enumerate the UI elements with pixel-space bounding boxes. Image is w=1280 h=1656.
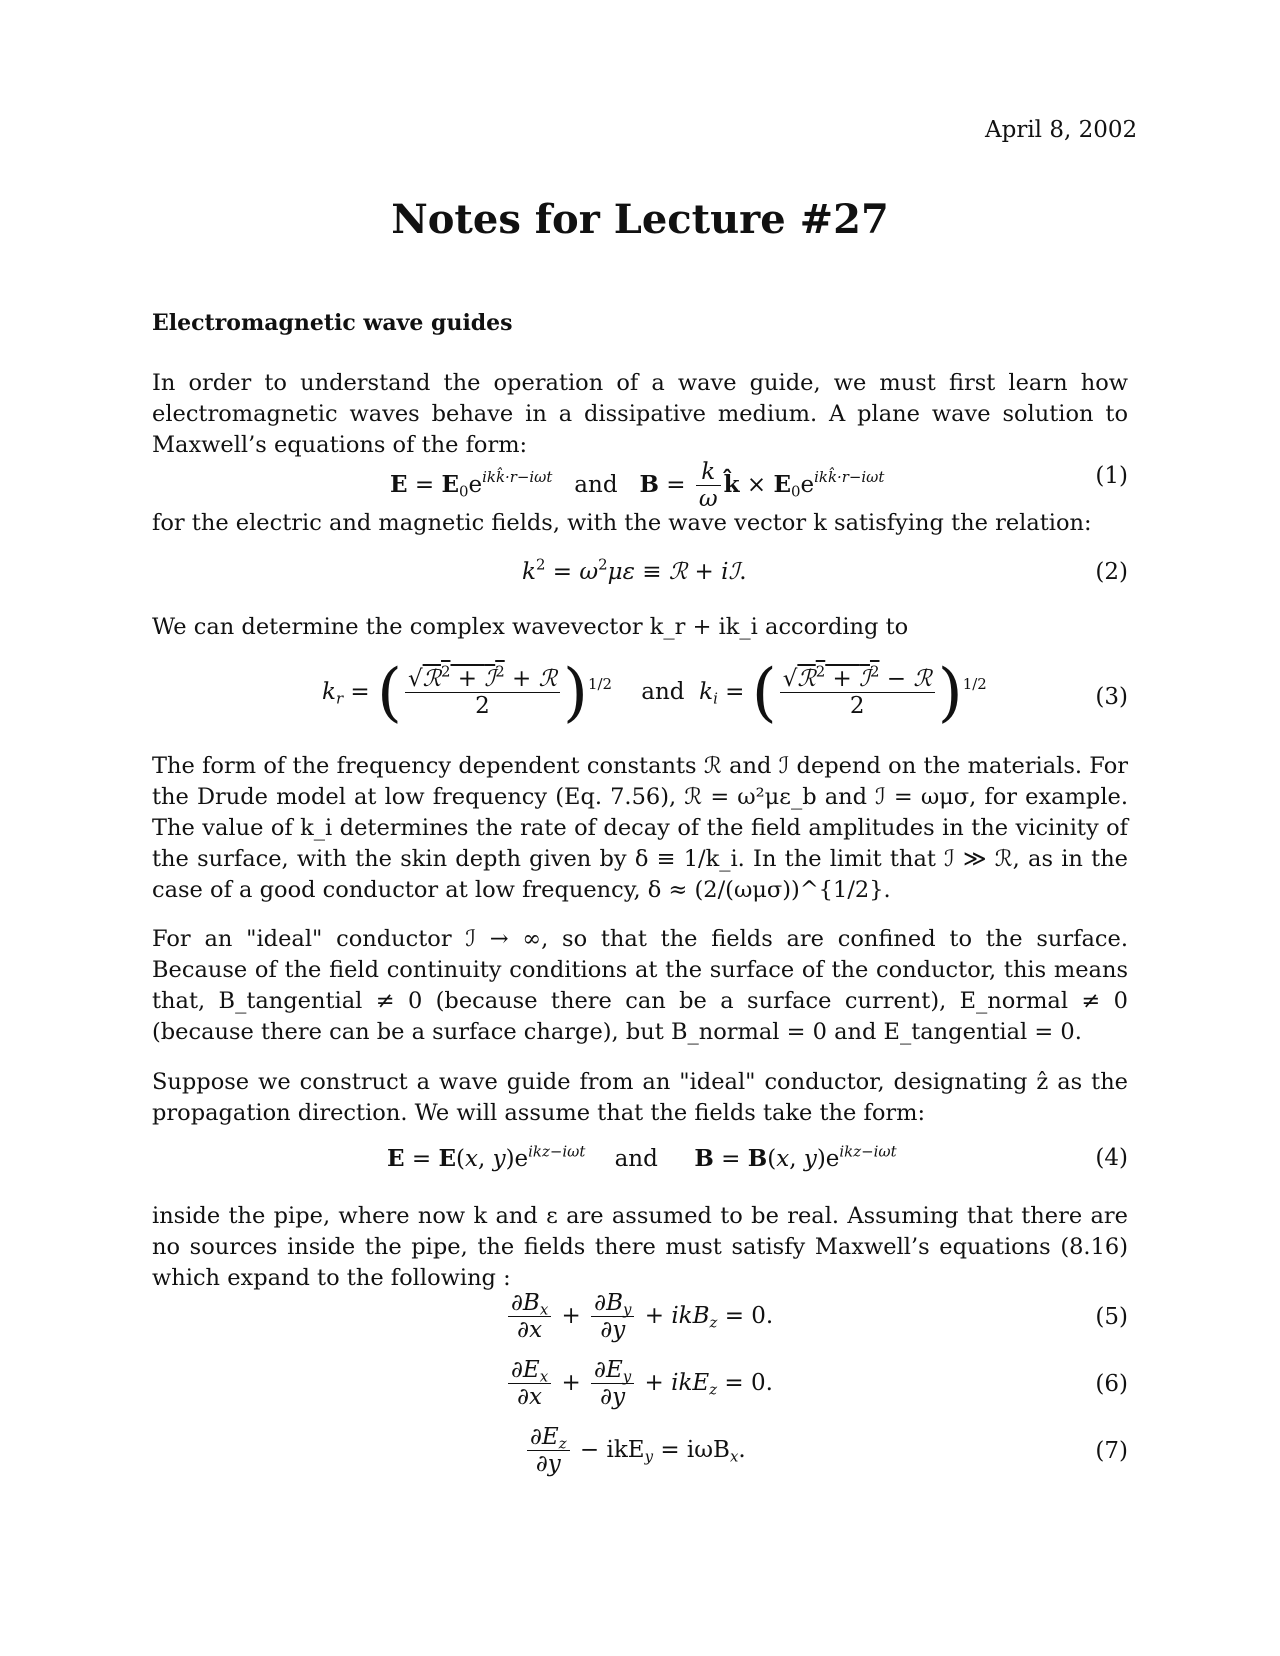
date: April 8, 2002 xyxy=(985,117,1138,143)
section-heading: Electromagnetic wave guides xyxy=(152,310,513,336)
page-title: Notes for Lecture #27 xyxy=(391,196,889,243)
ki-fraction: $\frac{√ℛ^2 + ℐ^2 - ℛ}{2}$ xyxy=(780,666,935,720)
and-word-1: and xyxy=(574,471,618,498)
paragraph-wave-guide: Suppose we construct a wave guide from an "ideal" conductor, designating ẑ as the propagation direction. We will assume that the fields take the form: xyxy=(152,1069,1128,1126)
equation-number: (2) xyxy=(1095,559,1128,585)
equation-1-body: $E = E_0e^{ikk̂\cdot r-i\omega t}$ and B = $\frac{k}{\omega}$ k̂ × $E_0e^{ikk̂\cdot r-i\omega t}$ xyxy=(390,459,885,513)
exp-plane-2: ikk̂·r−iωt xyxy=(814,468,885,487)
equation-7 xyxy=(152,1424,1128,1486)
equation-6-body: $\frac{\partial E_x}{\partial x}$ + $\frac{\partial E_y}{\partial y}$ + ikE$_z$ = 0. xyxy=(505,1357,773,1411)
equation-number: (7) xyxy=(1095,1438,1128,1464)
paragraph-maxwell-expand: inside the pipe, where now k and ε are assumed to be real. Assuming that there are no sources inside the pipe, the fields there must satisfy Maxwell’s equations (8.16) which expand to the following : xyxy=(152,1203,1128,1291)
equation-5-body: $\frac{\partial B_x}{\partial x}$ + $\frac{\partial B_y}{\partial y}$ + ikB$_z$ = 0. xyxy=(505,1290,773,1344)
equation-number: (3) xyxy=(1095,684,1128,710)
equation-2-body: $k^2 = \omega^2\mu\varepsilon$ ≡ ℛ + iℐ. xyxy=(522,555,747,585)
paragraph-wave-vector: for the electric and magnetic fields, with the wave vector k satisfying the relation: xyxy=(152,510,1092,536)
equation-7-body: $\frac{\partial E_z}{\partial y}$ − ikE$_y$ = iωB$_x$. xyxy=(524,1424,746,1478)
paragraph-complex-wavevector: We can determine the complex wavevector k_r + ik_i according to xyxy=(152,614,909,640)
equation-number: (5) xyxy=(1095,1304,1128,1330)
equation-3-body: $k_r$ = ( $\frac{√ℛ^2 + ℐ^2 + ℛ}{2}$ )$^{1/2}$ and $k_i$ = ( $\frac{√ℛ^2 + ℐ^2 - ℛ}{2}$ )$^{1/2}$ xyxy=(322,655,987,730)
and-word-4: and xyxy=(614,1146,658,1172)
equation-1 xyxy=(152,455,1128,513)
and-word-3: and xyxy=(641,678,685,705)
equation-number: (4) xyxy=(1095,1145,1128,1171)
paragraph-intro: In order to understand the operation of a wave guide, we must first learn how electromagnetic waves behave in a dissipative medium. A plane wave solution to Maxwell’s equations of the form: xyxy=(152,370,1128,458)
k-over-omega: $\frac{k}{\omega}$ xyxy=(696,459,721,513)
kr-fraction: $\frac{√ℛ^2 + ℐ^2 + ℛ}{2}$ xyxy=(405,666,560,720)
equation-5 xyxy=(152,1290,1128,1352)
equation-4 xyxy=(152,1142,1128,1181)
equation-4-body: E = E(x, $y)e^{ikz-i\omega t}$ and B = B(x, $y)e^{ikz-i\omega t}$ xyxy=(387,1142,897,1172)
equation-number: (6) xyxy=(1095,1371,1128,1397)
exp-plane-1: ikk̂·r−iωt xyxy=(482,468,553,487)
paragraph-ideal-conductor: For an "ideal" conductor ℐ → ∞, so that the fields are confined to the surface. Because of the field continuity conditions at the surface of the conductor, this means that, B_tangential ≠ 0 (because there can be a surface current), E_normal ≠ 0 (because there can be a surface charge), but B_normal = 0 and E_tangential = 0. xyxy=(152,926,1128,1045)
equation-6 xyxy=(152,1357,1128,1419)
paragraph-drude-model: The form of the frequency dependent constants ℛ and ℐ depend on the materials. For the Drude model at low frequency (Eq. 7.56), ℛ = ω²με_b and ℐ = ωμσ, for example. The value of k_i determines the rate of decay of the field amplitudes in the vicinity of the surface, with the skin depth given by δ ≡ 1/k_i. In the limit that ℐ ≫ ℛ, as in the case of a good conductor at low frequency, δ ≈ (2/(ωμσ))^{1/2}. xyxy=(152,753,1128,903)
equation-number: (1) xyxy=(1095,463,1128,489)
equation-2 xyxy=(152,555,1128,593)
equation-3 xyxy=(152,655,1128,740)
